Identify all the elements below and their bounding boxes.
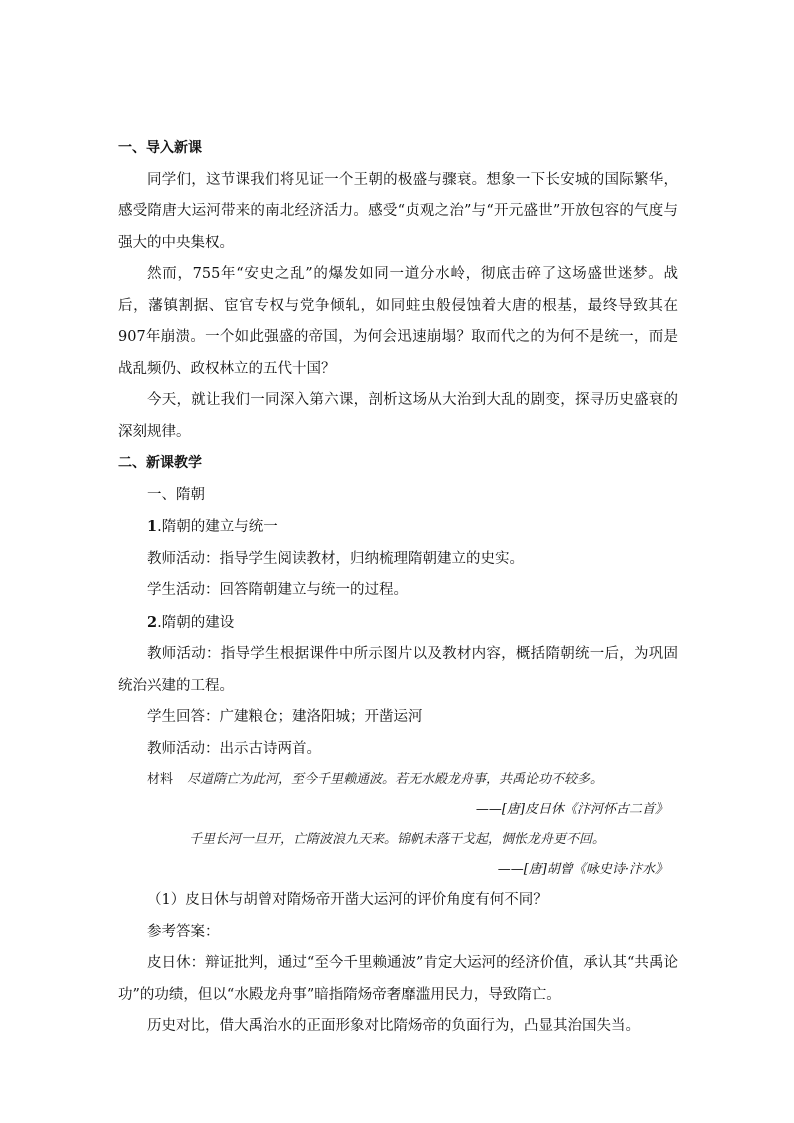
student-answer-2: 学生回答：广建粮仓；建洛阳城；开凿运河 [147, 709, 423, 725]
item-number: 2 [147, 613, 158, 631]
answer-paragraph-2: 历史对比，借大禹治水的正面形象对比隋炀帝的负面行为，凸显其治国失当。 [147, 1018, 640, 1034]
teacher-activity-1: 教师活动：指导学生阅读教材，归纳梳理隋朝建立的史实。 [147, 550, 524, 567]
answer-label: 参考答案： [147, 923, 220, 940]
answer-paragraph-1: 皮日休：辩证批判，通过“至今千里赖通波”肯定大运河的经济价值，承认其“共禹论功”的功绩，但以“水殿龙舟事”暗指隋炀帝奢靡滥用民力，导致隋亡。 [118, 955, 678, 1003]
item-title: .隋朝的建设 [157, 614, 235, 631]
item-heading-2 [118, 607, 678, 640]
material-poem-1 [118, 765, 678, 795]
subsection-heading-sui: 一、隋朝 [147, 486, 205, 503]
poem-1-source: ——[唐]皮日休《汴河怀古二首》 [475, 802, 668, 817]
material-label: 材料 [147, 772, 174, 787]
section-heading-intro: 一、导入新课 [118, 140, 202, 156]
intro-paragraph-1: 同学们，这节课我们将见证一个王朝的极盛与骤衰。想象一下长安城的国际繁华，感受隋唐大运河带来的南北经济活力。感受“贞观之治”与“开元盛世”开放包容的气度与强大的中央集权。 [118, 171, 678, 251]
question-1: （1）皮日休与胡曾对隋炀帝开凿大运河的评价角度有何不同？ [147, 892, 548, 908]
item-title: .隋朝的建立与统一 [157, 519, 278, 535]
intro-paragraph-3: 今天，就让我们一同深入第六课，剖析这场从大治到大乱的剧变，探寻历史盛衰的深刻规律。 [118, 392, 678, 440]
poem-text: 尽道隋亡为此河，至今千里赖通波。若无水殿龙舟事，共禹论功不较多。 [187, 772, 604, 787]
student-activity-1: 学生活动：回答隋朝建立与统一的过程。 [147, 582, 408, 598]
item-heading-1 [118, 511, 678, 544]
section-heading-teaching: 二、新课教学 [118, 455, 202, 471]
intro-paragraph-2: 然而，755年“安史之乱”的爆发如同一道分水岭，彻底击碎了这场盛世迷梦。战后，藩镇割据、宦官专权与党争倾轧，如同蛀虫般侵蚀着大唐的根基，最终导致其在907年崩溃。一个如此强盛的帝国，为何会迅速崩塌？取而代之的为何不是统一，而是战乱频仍、政权林立的五代十国？ [118, 266, 678, 377]
item-number: 1 [147, 518, 158, 535]
material-poem-2: 千里长河一旦开，亡隋波浪九天来。锦帆未落干戈起，惆怅龙舟更不回。 [189, 832, 606, 847]
teacher-activity-3: 教师活动：出示古诗两首。 [147, 740, 321, 757]
document-body [118, 133, 678, 1043]
poem-2-source: ——[唐]胡曾《咏史诗·汴水》 [497, 862, 668, 877]
teacher-activity-2: 教师活动：指导学生根据课件中所示图片以及教材内容，概括隋朝统一后，为巩固统治兴建的工程。 [118, 646, 678, 694]
